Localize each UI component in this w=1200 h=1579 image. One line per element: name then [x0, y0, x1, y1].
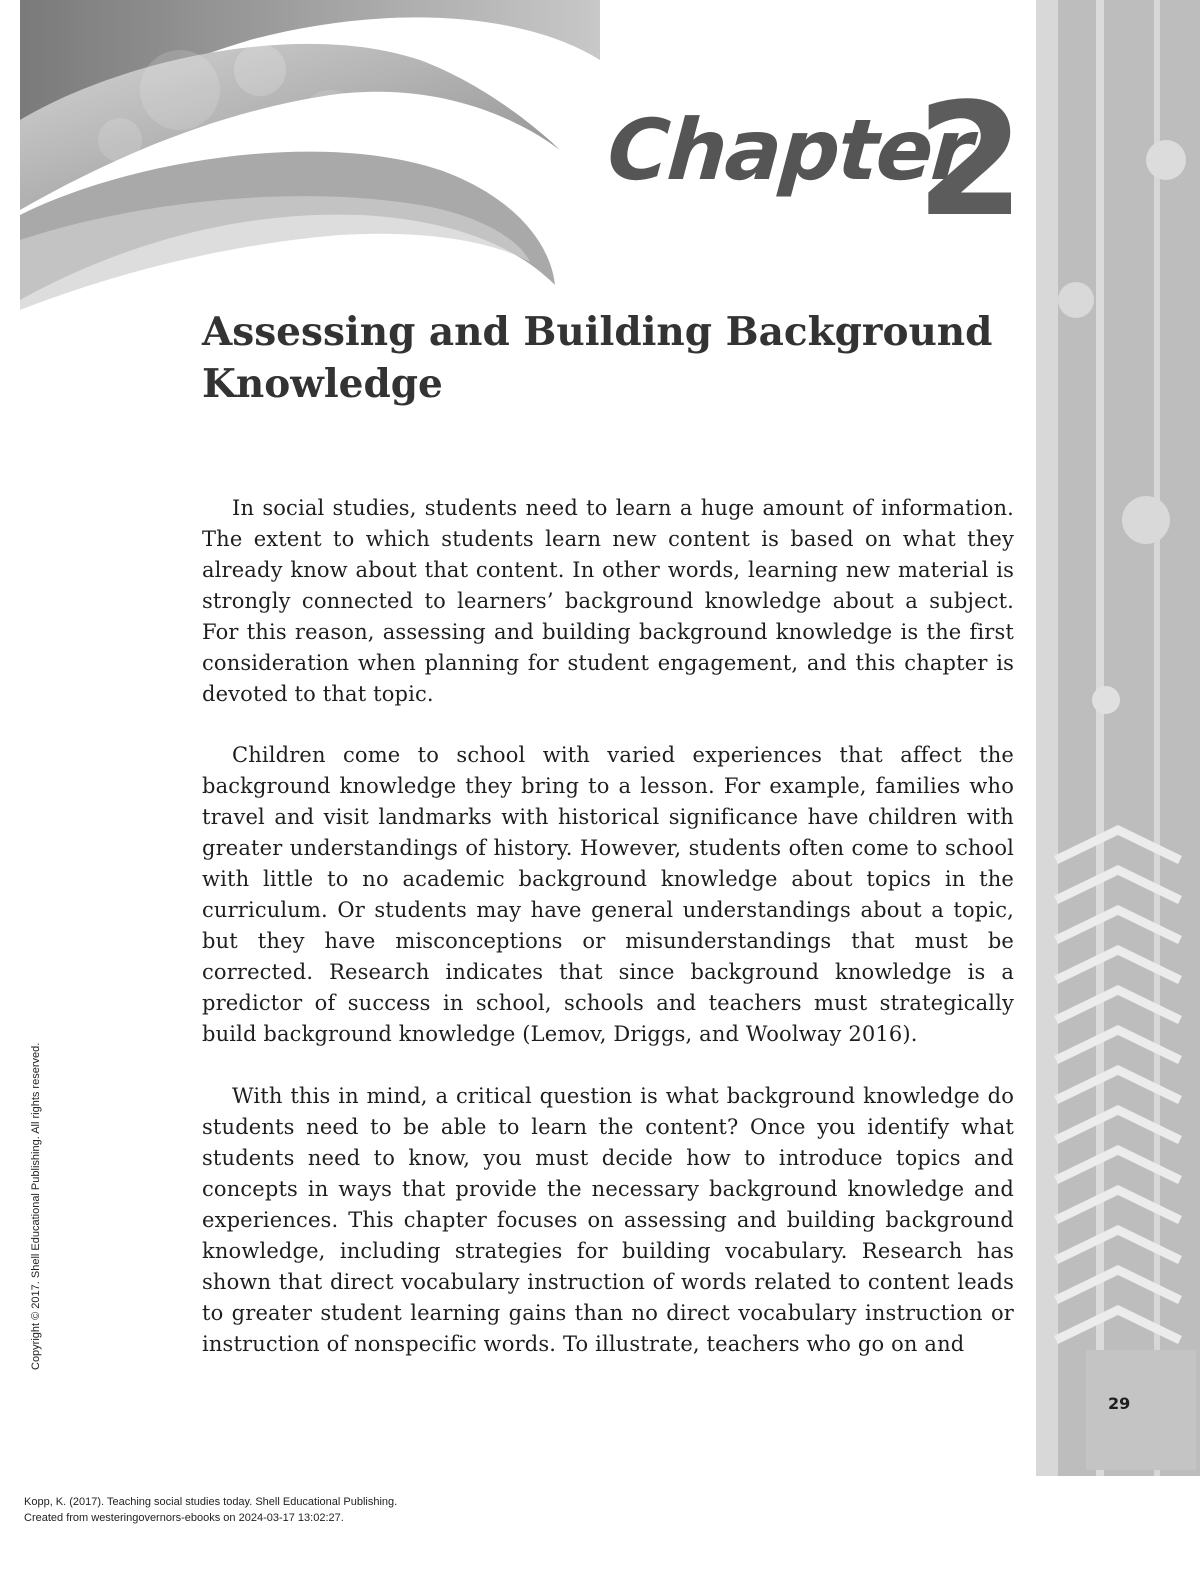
body-paragraph-1: In social studies, students need to learn a huge amount of information. The extent to which students learn new content is based on what they already know about that content. In other words, learning new material is strongly connected to learners’ background knowledge about a subject. For this reason, assessing and building background knowledge is the first consideration when planning for student engagement, and this chapter is devoted to that topic. [202, 496, 1014, 706]
chapter-label: Chapter [604, 101, 975, 199]
page-number: 29 [1108, 1394, 1131, 1413]
decorative-side-strip [1036, 0, 1200, 1476]
body-paragraph-2: Children come to school with varied experiences that affect the background knowledge they bring to a lesson. For example, families who travel and visit landmarks with historical significance have children with greater understandings of history. However, students often come to school with little to no academic background knowledge about topics in the curriculum. Or students may have general understandings about a topic, but they have misconceptions or misunderstandings that must be corrected. Research indicates that since background knowledge is a predictor of success in school, schools and teachers must strategically build background knowledge (Lemov, Driggs, and Woolway 2016). [202, 743, 1014, 1046]
copyright-notice: Copyright © 2017. Shell Educational Publishing. All rights reserved. [30, 1042, 42, 1370]
citation-line-2: Created from westeringovernors-ebooks on 2024-03-17 13:02:27. [24, 1512, 344, 1524]
chapter-number: 2 [916, 69, 1025, 251]
citation-line-1: Kopp, K. (2017). Teaching social studies today. Shell Educational Publishing. [24, 1496, 398, 1508]
decorative-swoosh-graphic [0, 0, 600, 310]
chapter-title: Assessing and Building Background Knowledge [202, 309, 993, 407]
body-paragraph-3: With this in mind, a critical question is what background knowledge do students need to be able to learn the content? Once you identify what students need to know, you must decide how to introduce topics and concepts in ways that provide the necessary background knowledge and experiences. This chapter focuses on assessing and building background knowledge, including strategies for building vocabulary. Research has shown that direct vocabulary instruction of words related to content leads to greater student learning gains than no direct vocabulary instruction or instruction of nonspecific words. To illustrate, teachers who go on and [202, 1084, 1014, 1356]
citation-footer [24, 1494, 397, 1526]
